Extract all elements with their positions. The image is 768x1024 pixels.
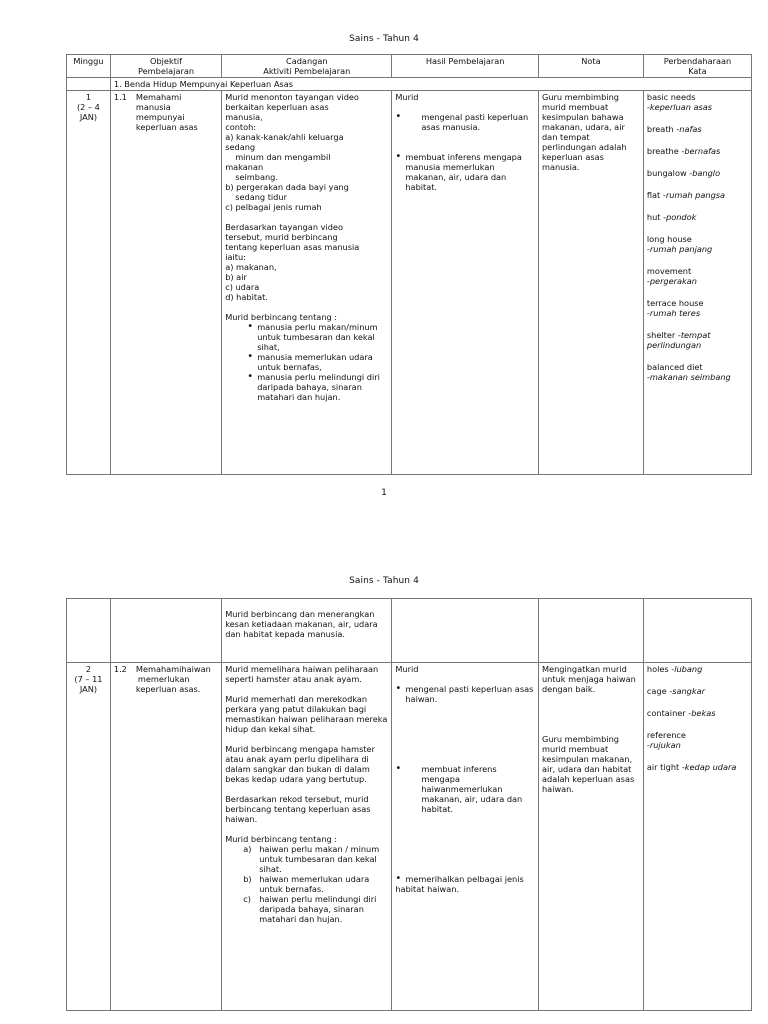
- week-cell: 2 (7 – 11 JAN): [67, 663, 111, 1011]
- vocab-cell: [643, 91, 751, 475]
- vocab-cell: [643, 663, 751, 1011]
- vocab-item: shelter -tempat perlindungan: [646, 330, 711, 350]
- vocab-item: balanced diet -makanan seimbang: [646, 362, 731, 382]
- vocab-item: container -bekas: [646, 708, 716, 718]
- objective-cell: 1.1 Memahami manusia mempunyai keperluan asas: [110, 91, 221, 475]
- header-nota: Nota: [538, 55, 643, 78]
- list-item: • manusia perlu melindungi diri daripada bahaya, sinaran matahari dan hujan.: [247, 372, 388, 402]
- header-hasil: Hasil Pembelajaran: [392, 55, 539, 78]
- header-perbendaharaan: Perbendaharaan Kata: [643, 55, 751, 78]
- vocab-item: movement -pergerakan: [646, 266, 697, 286]
- vocab-item: cage -sangkar: [646, 686, 705, 696]
- header-minggu: Minggu: [67, 55, 111, 78]
- list-item: • mengenal pasti keperluan asas manusia.: [395, 112, 535, 132]
- vocab-item: terrace house -rumah teres: [646, 298, 704, 318]
- list-item: • manusia memerlukan udara untuk bernafas,: [247, 352, 388, 372]
- vocab-item: air tight -kedap udara: [646, 762, 737, 772]
- list-item: b) haiwan memerlukan udara untuk bernafas.: [243, 874, 370, 894]
- list-item: • manusia perlu makan/minum untuk tumbesaran dan kekal sihat,: [247, 322, 388, 352]
- activity-list: [225, 844, 388, 924]
- vocab-item: breath -nafas: [646, 124, 702, 134]
- list-item: • mengenal pasti keperluan asas haiwan.: [395, 684, 535, 704]
- activity-cell: Murid berbincang dan menerangkan kesan ketiadaan makanan, air, udara dan habitat kepada manusia.: [222, 599, 392, 663]
- table-row: [67, 663, 752, 1011]
- vocab-item: flat -rumah pangsa: [646, 190, 726, 200]
- activity-bullet-list: [225, 322, 388, 402]
- vocab-item: basic needs -keperluan asas: [646, 92, 713, 112]
- section-heading: 1. Benda Hidup Mempunyai Keperluan Asas: [110, 78, 751, 91]
- section-heading-row: [67, 78, 752, 91]
- activity-cell: Murid menonton tayangan video berkaitan keperluan asas manusia, contoh: a) kanak-kanak/ahli keluarga sedang minum dan mengambil makanan seimbang. b) pergerakan dada bayi yang sedang tidur c) pelbagai jenis rumah Berdasarkan tayangan video tersebut, murid berbincang tentang keperluan asas manusia iaitu: a) makanan, b) air c) udara d) habitat. Murid berbincang tentang : • manusia perlu makan/minum untuk tumbesaran dan kekal sihat, • manusia memerlukan udara untuk bernafas, • manusia perlu melindungi diri daripada bahaya, sinaran matahari dan hujan.: [222, 91, 392, 475]
- vocab-item: long house -rumah panjang: [646, 234, 713, 254]
- table-row: [67, 599, 752, 663]
- lesson-plan-table: [66, 598, 752, 1011]
- vocab-item: reference -rujukan: [646, 730, 686, 750]
- objective-cell: 1.2 Memahamihaiwan memerlukan keperluan asas.: [110, 663, 221, 1011]
- vocab-item: hut -pondok: [646, 212, 697, 222]
- page-title: Sains - Tahun 4: [349, 576, 419, 586]
- lesson-plan-table: [66, 54, 752, 475]
- header-objektif: Objektif Pembelajaran: [110, 55, 221, 78]
- page-number: 1: [381, 488, 387, 498]
- header-row: [67, 55, 752, 78]
- page-title: Sains - Tahun 4: [349, 34, 419, 44]
- list-item: c) haiwan perlu melindungi diri daripada bahaya, sinaran matahari dan hujan.: [243, 894, 377, 924]
- vocab-item: bungalow -banglo: [646, 168, 721, 178]
- outcomes-cell: Murid • mengenal pasti keperluan asas haiwan. • membuat inferens mengapa haiwanmemerlukan makanan, air, udara dan habitat. • memerihalkan pelbagai jenis habitat haiwan.: [392, 663, 539, 1011]
- notes-cell: Mengingatkan murid untuk menjaga haiwan dengan baik. Guru membimbing murid membuat kesimpulan makanan, air, udara dan habitat adalah keperluan asas haiwan.: [538, 663, 643, 1011]
- week-cell: 1 (2 – 4 JAN): [67, 91, 111, 475]
- activity-cell: Murid memelihara haiwan peliharaan seperti hamster atau anak ayam. Murid memerhati dan merekodkan perkara yang patut dilakukan bagi memastikan haiwan peliharaan mereka hidup dan kekal sihat. Murid berbincang mengapa hamster atau anak ayam perlu dipelihara di dalam sangkar dan bukan di dalam bekas kedap udara yang bertutup. Berdasarkan rekod tersebut, murid berbincang tentang keperluan asas haiwan. Murid berbincang tentang : a) haiwan perlu makan / minum untuk tumbesaran dan kekal sihat. b) haiwan memerlukan udara untuk bernafas. c) haiwan perlu melindungi diri daripada bahaya, sinaran matahari dan hujan.: [222, 663, 392, 1011]
- list-item: • membuat inferens mengapa manusia memerlukan makanan, air, udara dan habitat.: [395, 152, 535, 192]
- list-item: a) haiwan perlu makan / minum untuk tumbesaran dan kekal sihat.: [243, 844, 380, 874]
- vocab-item: breathe -bernafas: [646, 146, 721, 156]
- list-item: • membuat inferens mengapa haiwanmemerlukan makanan, air, udara dan habitat.: [395, 764, 535, 814]
- list-item: • memerihalkan pelbagai jenis: [395, 874, 535, 884]
- vocab-item: holes -lubang: [646, 664, 703, 674]
- outcomes-cell: Murid • mengenal pasti keperluan asas manusia. • membuat inferens mengapa manusia memerlukan makanan, air, udara dan habitat.: [392, 91, 539, 475]
- table-row: [67, 91, 752, 475]
- notes-cell: Guru membimbing murid membuat kesimpulan bahawa makanan, udara, air dan tempat perlindungan adalah keperluan asas manusia.: [538, 91, 643, 475]
- header-cadangan: Cadangan Aktiviti Pembelajaran: [222, 55, 392, 78]
